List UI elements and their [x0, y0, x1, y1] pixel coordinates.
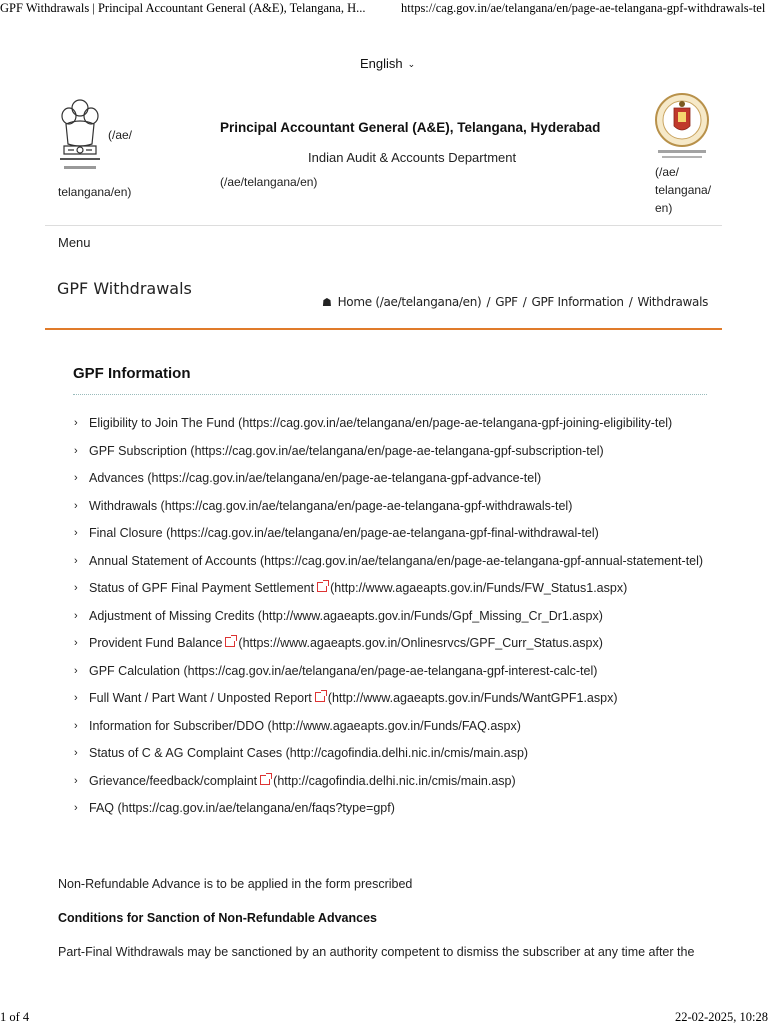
list-item[interactable]: › Information for Subscriber/DDO (http://www.agaeapts.gov.in/Funds/FAQ.aspx) [74, 718, 521, 733]
print-header [0, 0, 768, 18]
org-home-link[interactable]: (/ae/telangana/en) [220, 175, 318, 189]
list-item[interactable]: › Adjustment of Missing Credits (http://www.agaeapts.gov.in/Funds/Gpf_Missing_Cr_Dr1.aspx) [74, 608, 603, 623]
chevron-right-icon: › [74, 582, 78, 594]
breadcrumb-home[interactable]: Home (/ae/telangana/en) [337, 295, 482, 309]
chevron-right-icon: › [74, 664, 78, 677]
chevron-right-icon: › [74, 747, 78, 759]
language-label: English [360, 56, 403, 71]
list-item[interactable]: › Status of GPF Final Payment Settlement (http://www.agaeapts.gov.in/Funds/FW_Status1.aspx) [74, 581, 628, 595]
list-item[interactable]: › Withdrawals (https://cag.gov.in/ae/telangana/en/page-ae-telangana-gpf-withdrawals-tel) [74, 498, 573, 513]
menu-button[interactable]: Menu [58, 235, 91, 250]
list-item[interactable]: › Eligibility to Join The Fund (https://cag.gov.in/ae/telangana/en/page-ae-telangana-gpf-joining-eligibility-tel) [74, 416, 673, 430]
list-item[interactable]: › Advances (https://cag.gov.in/ae/telangana/en/page-ae-telangana-gpf-advance-tel) [74, 471, 542, 485]
chevron-right-icon: › [74, 802, 78, 814]
body-paragraph: Non-Refundable Advance is to be applied in the form prescribed [58, 877, 413, 891]
chevron-down-icon: ⌄ [407, 59, 416, 69]
home-icon: ☗ [322, 296, 332, 309]
title-divider [45, 328, 722, 330]
body-paragraph: Part-Final Withdrawals may be sanctioned by an authority competent to dismiss the subscriber at any time after the [58, 945, 695, 959]
list-item[interactable]: › GPF Subscription (https://cag.gov.in/ae/telangana/en/page-ae-telangana-gpf-subscription-tel) [74, 443, 604, 458]
org-title: Principal Accountant General (A&E), Telangana, Hyderabad [220, 120, 601, 135]
list-item[interactable]: › Provident Fund Balance (https://www.agaeapts.gov.in/Onlinesrvcs/GPF_Curr_Status.aspx) [74, 636, 603, 650]
chevron-right-icon: › [74, 444, 78, 457]
section-divider [73, 394, 707, 395]
print-footer [0, 1008, 768, 1024]
external-link-icon [260, 775, 270, 785]
external-link-icon [315, 692, 325, 702]
list-item[interactable]: › FAQ (https://cag.gov.in/ae/telangana/en/faqs?type=gpf) [74, 801, 395, 815]
org-subtitle: Indian Audit & Accounts Department [308, 150, 517, 165]
chevron-right-icon: › [74, 609, 78, 622]
body-subheading: Conditions for Sanction of Non-Refundable Advances [58, 911, 377, 925]
page-number: 1 of 4 [0, 1010, 30, 1024]
chevron-right-icon: › [74, 774, 78, 787]
language-selector[interactable] [360, 56, 415, 71]
list-item[interactable]: › Final Closure (https://cag.gov.in/ae/telangana/en/page-ae-telangana-gpf-final-withdrawal-tel) [74, 526, 599, 540]
chevron-right-icon: › [74, 637, 78, 649]
gpf-info-list [74, 414, 714, 827]
left-logo-link-text-2[interactable]: telangana/en) [58, 185, 132, 199]
chevron-right-icon: › [74, 527, 78, 539]
print-date: 22-02-2025, 10:28 [674, 1010, 768, 1024]
print-header-title: GPF Withdrawals | Principal Accountant General (A&E), Telangana, H... [0, 1, 366, 15]
header-divider [45, 225, 722, 226]
cag-seal-logo[interactable] [654, 92, 710, 164]
chevron-right-icon: › [74, 499, 78, 512]
left-logo-link-text[interactable]: (/ae/ [108, 128, 133, 142]
chevron-right-icon: › [74, 692, 78, 704]
chevron-right-icon: › [74, 472, 78, 484]
list-item[interactable]: › Status of C & AG Complaint Cases (http://cagofindia.delhi.nic.in/cmis/main.asp) [74, 746, 529, 760]
external-link-icon [317, 582, 327, 592]
list-item[interactable]: › Annual Statement of Accounts (https://cag.gov.in/ae/telangana/en/page-ae-telangana-gpf-annual-statement-tel) [74, 553, 704, 568]
list-item[interactable]: › Grievance/feedback/complaint (http://cagofindia.delhi.nic.in/cmis/main.asp) [74, 773, 516, 788]
page-title: GPF Withdrawals [57, 279, 192, 298]
external-link-icon [225, 637, 235, 647]
print-header-url: https://cag.gov.in/ae/telangana/en/page-ae-telangana-gpf-withdrawals-tel [401, 1, 766, 15]
chevron-right-icon: › [74, 554, 78, 567]
right-logo-link-text[interactable]: (/ae/ telangana/ en) [655, 165, 712, 215]
chevron-right-icon: › [74, 719, 78, 732]
chevron-right-icon: › [74, 417, 78, 429]
breadcrumb: ☗ Home (/ae/telangana/en) / GPF / GPF Information / Withdrawals [322, 295, 709, 309]
list-item[interactable]: › GPF Calculation (https://cag.gov.in/ae/telangana/en/page-ae-telangana-gpf-interest-calc-tel) [74, 663, 598, 678]
breadcrumb-item-withdrawals: Withdrawals [637, 295, 709, 309]
national-emblem-logo[interactable] [56, 96, 104, 174]
list-item[interactable]: › Full Want / Part Want / Unposted Report (http://www.agaeapts.gov.in/Funds/WantGPF1.aspx) [74, 691, 618, 705]
breadcrumb-item-gpf[interactable]: GPF [495, 295, 518, 309]
section-title: GPF Information [73, 365, 191, 382]
breadcrumb-item-gpf-information[interactable]: GPF Information [531, 295, 624, 309]
